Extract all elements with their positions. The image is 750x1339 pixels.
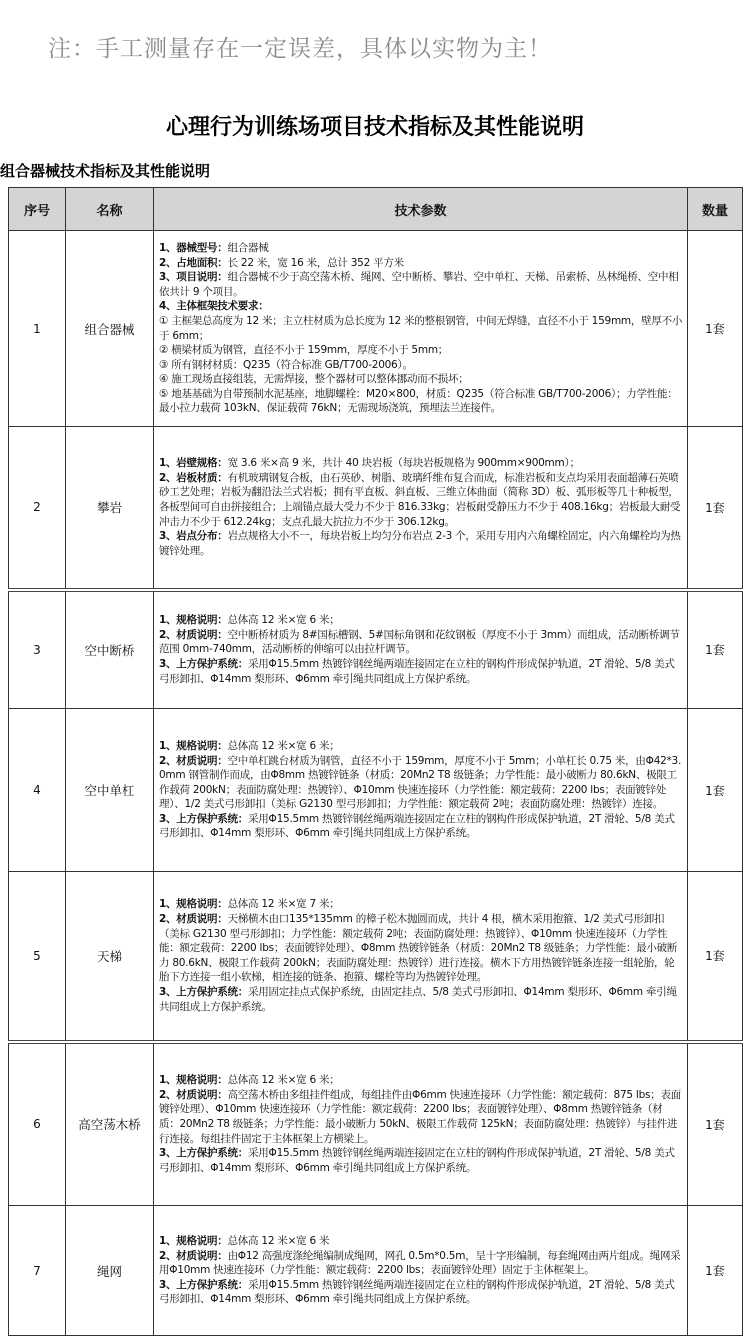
param-line (159, 1249, 683, 1278)
param-line (159, 912, 683, 985)
param-label: 3、上方保护系统： (159, 1278, 249, 1291)
param-text: 有机玻璃钢复合板，由石英砂、树脂、玻璃纤维布复合而成，标准岩板和支点均采用表面超薄石英喷砂工艺处理；岩板为翻沿法兰式岩板；拥有平直板、斜直板、三维立体曲面（简称 3D）板、弧形板等几十种板型，各板型间可自由拼接组合；上端锚点最大受力不少于 816.33kg；岩板耐受静压力不少于 408.16kg；岩板最大耐受冲击力不少于 612.24kg；支点孔最大抗拉力不少于 306.12kg。 (159, 471, 681, 528)
param-text: 总体高 12 米×宽 6 米； (227, 1074, 340, 1087)
param-label: 2、材质说明： (159, 628, 228, 641)
param-label: 1、器械型号： (159, 241, 228, 254)
param-label: 1、规格说明： (159, 1074, 228, 1087)
param-label: 3、上方保护系统： (159, 812, 249, 825)
header-params: 技术参数 (154, 188, 688, 231)
param-label: 3、上方保护系统： (159, 1147, 249, 1160)
table-row (9, 427, 743, 590)
param-line (159, 299, 683, 314)
param-line (159, 628, 683, 657)
item-name: 空中断桥 (66, 590, 154, 709)
param-line (159, 372, 683, 387)
row-number: 4 (9, 709, 66, 872)
param-line (159, 985, 683, 1014)
item-name: 组合器械 (66, 231, 154, 427)
param-text: 空中断桥材质为 8#国标槽钢、5#国标角钢和花纹钢板（厚度不小于 3mm）而组成，活动断桥调节范围 0mm-740mm，活动断桥的伸缩可以由拉杆调节。 (159, 628, 680, 656)
param-text: ③ 所有钢材材质：Q235（符合标准 GB/T700-2006）。 (159, 358, 413, 371)
param-label: 1、规格说明： (159, 898, 228, 911)
param-line (159, 754, 683, 812)
param-label: 1、岩壁规格： (159, 457, 228, 470)
param-label: 3、项目说明： (159, 271, 228, 284)
table-row (9, 872, 743, 1042)
item-quantity: 1套 (688, 872, 743, 1042)
param-label: 2、占地面积： (159, 256, 228, 269)
param-line (159, 657, 683, 686)
param-text: 组合器械不少于高空荡木桥、绳网、空中断桥、攀岩、空中单杠、天梯、吊索桥、丛林绳桥、空中相依共计 9 个项目。 (159, 271, 679, 298)
table-row (9, 231, 743, 427)
param-text: 采用Φ15.5mm 热镀锌钢丝绳两端连接固定在立柱的钢构件形成保护轨道，2T 滑轮、5/8 美式弓形卸扣、Φ14mm 梨形环、Φ6mm 牵引绳共同组成上方保护系统。 (159, 658, 675, 685)
param-text: 由Φ12 高强度涤纶绳编制成绳网，网孔 0.5m*0.5m，呈十字形编制，每套绳网由两片组成。绳网采用Φ10mm 快速连接环（力学性能：额定载荷：2200 lbs；表面镀锌处理）固定于主体框架上。 (159, 1249, 681, 1277)
row-number: 6 (9, 1042, 66, 1206)
param-line (159, 529, 683, 558)
spec-table (8, 187, 743, 1336)
table-row (9, 1206, 743, 1336)
param-text: 宽 3.6 米×高 9 米，共计 40 块岩板（每块岩板规格为 900mm×900mm）； (227, 457, 580, 470)
param-label: 2、岩板材质： (159, 471, 228, 484)
param-label: 4、主体框架技术要求： (159, 300, 269, 313)
param-line (159, 358, 683, 373)
param-text: 总体高 12 米×宽 6 米 (227, 1235, 330, 1248)
measurement-notice: 注：手工测量存在一定误差，具体以实物为主！ (48, 36, 552, 62)
item-name: 天梯 (66, 872, 154, 1042)
param-line (159, 739, 683, 754)
param-text: 组合器械 (227, 241, 269, 254)
param-text: 岩点规格大小不一，每块岩板上均匀分布岩点 2-3 个，采用专用内六角螺栓固定，内六角螺栓均为热镀锌处理。 (159, 530, 681, 557)
param-text: 高空荡木桥由多组挂件组成，每组挂件由Φ6mm 快速连接环（力学性能：额定载荷：875 lbs；表面镀锌处理）、Φ10mm 快速连接环（力学性能：额定载荷：2200 lbs；表面镀锌处理）、Φ8mm 热镀锌链条（材质：20Mn2 T8 级链条；力学性能：最小破断力 50kN、极限工作载荷 125kN；表面防腐处理：热镀锌）与挂件进行连接。每组挂件固定于主体框架上方横梁上。 (159, 1088, 681, 1145)
table-row (9, 590, 743, 709)
param-text: 采用Φ15.5mm 热镀锌钢丝绳两端连接固定在立柱的钢构件形成保护轨道，2T 滑轮、5/8 美式弓形卸扣、Φ14mm 梨形环、Φ6mm 牵引绳共同组成上方保护系统。 (159, 812, 675, 840)
param-line (159, 241, 683, 256)
param-line (159, 1146, 683, 1175)
param-text: 总体高 12 米×宽 6 米； (227, 739, 340, 752)
param-label: 3、上方保护系统： (159, 658, 249, 671)
param-text: ⑤ 地基基础为自带预制水泥基座，地脚螺栓：M20×800，材质：Q235（符合标准 GB/T700-2006）；力学性能：最小拉力载荷 103kN、保证载荷 76kN；无需现场浇筑，预埋法兰连接件。 (159, 387, 678, 415)
param-text: 采用Φ15.5mm 热镀锌钢丝绳两端连接固定在立柱的钢构件形成保护轨道，2T 滑轮、5/8 美式弓形卸扣、Φ14mm 梨形环、Φ6mm 牵引绳共同组成上方保护系统。 (159, 1147, 675, 1174)
technical-params (154, 427, 688, 590)
param-line (159, 613, 683, 628)
param-label: 3、岩点分布： (159, 530, 228, 543)
param-label: 2、材质说明： (159, 1088, 228, 1101)
header-name: 名称 (66, 188, 154, 231)
row-number: 3 (9, 590, 66, 709)
table-header-row (9, 188, 743, 231)
param-line (159, 471, 683, 529)
param-text: 天梯横木由口135*135mm 的樟子松木抛圆而成，共计 4 根，横木采用抱箍、1/2 美式弓形卸扣（美标 G2130 型弓形卸扣；力学性能：额定载荷 2吨；表面防腐处理：热镀锌）、Φ10mm 快速连接环（力学性能：额定载荷：2200 lbs；表面镀锌处理）、Φ8mm 热镀锌链条（材质：20Mn2 T8 级链条；力学性能：最小破断力 80.6kN、极限工作载荷 200kN；表面防腐处理：热镀锌）进行连接。横木下方用热镀锌链条连接一组轮胎，轮胎下方连接一组小软梯，相连接的链条、抱箍、螺栓等均为热镀锌处理。 (159, 912, 678, 984)
param-line (159, 256, 683, 271)
param-line (159, 270, 683, 299)
param-line (159, 343, 683, 358)
document-title: 心理行为训练场项目技术指标及其性能说明 (165, 114, 584, 140)
technical-params (154, 231, 688, 427)
param-text: 总体高 12 米×宽 7 米； (227, 898, 340, 911)
technical-params (154, 590, 688, 709)
param-line (159, 1073, 683, 1088)
row-number: 7 (9, 1206, 66, 1336)
param-line (159, 1278, 683, 1307)
header-qty: 数量 (688, 188, 743, 231)
section-title: 组合器械技术指标及其性能说明 (0, 162, 211, 180)
technical-params (154, 709, 688, 872)
param-line (159, 897, 683, 912)
param-line (159, 1234, 683, 1249)
item-quantity: 1套 (688, 590, 743, 709)
param-label: 1、规格说明： (159, 1235, 228, 1248)
param-text: ② 横梁材质为钢管，直径不小于 159mm，厚度不小于 5mm； (159, 344, 449, 357)
item-quantity: 1套 (688, 427, 743, 590)
param-text: 采用Φ15.5mm 热镀锌钢丝绳两端连接固定在立柱的钢构件形成保护轨道，2T 滑轮、5/8 美式弓形卸扣、Φ14mm 梨形环、Φ6mm 牵引绳共同组成上方保护系统。 (159, 1278, 675, 1306)
technical-params (154, 1042, 688, 1206)
param-label: 1、规格说明： (159, 614, 228, 627)
header-no: 序号 (9, 188, 66, 231)
table-row (9, 1042, 743, 1206)
row-number: 5 (9, 872, 66, 1042)
param-text: 空中单杠跳台材质为钢管，直径不小于 159mm，厚度不小于 5mm；小单杠长 0.75 米，由Φ42*3.0mm 钢管制作而成，由Φ8mm 热镀锌链条（材质：20Mn2 T8 级链条；力学性能：最小破断力 80.6kN、极限工作载荷 200kN；表面防腐处理：热镀锌）、Φ10mm 快速连接环（力学性能：额定载荷：2200 lbs；表面镀锌处理）、1/2 美式弓形卸扣（美标 G2130 型弓形卸扣；力学性能：额定载荷 2吨；表面防腐处理：热镀锌）连接。 (159, 754, 682, 811)
item-quantity: 1套 (688, 1206, 743, 1336)
param-label: 2、材质说明： (159, 1249, 228, 1262)
item-quantity: 1套 (688, 1042, 743, 1206)
param-text: 总体高 12 米×宽 6 米； (227, 614, 340, 627)
item-quantity: 1套 (688, 709, 743, 872)
param-line (159, 812, 683, 841)
param-label: 1、规格说明： (159, 739, 228, 752)
param-line (159, 387, 683, 416)
item-name: 高空荡木桥 (66, 1042, 154, 1206)
param-text: ④ 施工现场直接组装，无需焊接，整个器材可以整体挪动而不损坏； (159, 373, 469, 386)
item-quantity: 1套 (688, 231, 743, 427)
technical-params (154, 1206, 688, 1336)
param-label: 2、材质说明： (159, 754, 228, 767)
param-line (159, 314, 683, 343)
item-name: 攀岩 (66, 427, 154, 590)
table-row (9, 709, 743, 872)
param-text: ① 主框架总高度为 12 米；主立柱材质为总长度为 12 米的整根钢管，中间无焊缝，直径不小于 159mm，壁厚不小于 6mm； (159, 314, 683, 342)
item-name: 绳网 (66, 1206, 154, 1336)
param-text: 长 22 米，宽 16 米，总计 352 平方米 (227, 256, 404, 269)
technical-params (154, 872, 688, 1042)
param-text: 采用固定挂点式保护系统，由固定挂点、5/8 美式弓形卸扣、Φ14mm 梨形环、Φ6mm 牵引绳共同组成上方保护系统。 (159, 985, 677, 1013)
param-label: 3、上方保护系统： (159, 985, 249, 998)
row-number: 2 (9, 427, 66, 590)
param-line (159, 1088, 683, 1146)
item-name: 空中单杠 (66, 709, 154, 872)
row-number: 1 (9, 231, 66, 427)
param-label: 2、材质说明： (159, 912, 228, 925)
param-line (159, 456, 683, 471)
